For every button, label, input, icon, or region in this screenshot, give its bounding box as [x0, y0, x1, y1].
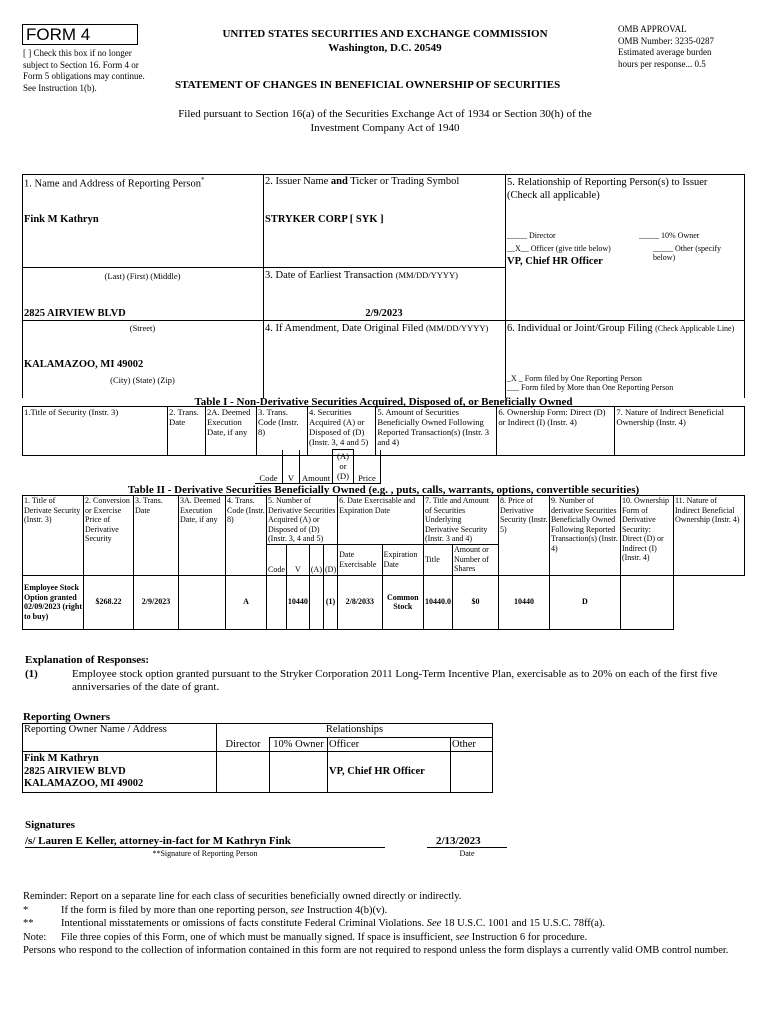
- table2-title: Table II - Derivative Securities Beneficially Owned (e.g. , puts, calls, warrants, options, convertible securities): [127, 484, 640, 496]
- t2-row-date: 2/9/2023: [134, 575, 179, 629]
- t2-col-code: 4. Trans. Code (Instr. 8): [226, 496, 267, 576]
- city-label: (City) (State) (Zip): [110, 375, 175, 385]
- date-label: Date: [459, 849, 475, 858]
- box6-label: 6. Individual or Joint/Group Filing (Check Applicable Line): [507, 323, 735, 334]
- explanation-text1: Employee stock option granted pursuant to the Stryker Corporation 2011 Long-Term Incentive Plan, exercisable as to 20% on each of the first five: [72, 668, 718, 680]
- t1-col-nature: 7. Nature of Indirect Beneficial Ownership (Instr. 4): [615, 407, 745, 456]
- officer-title: VP, Chief HR Officer: [507, 256, 603, 267]
- t1-sub-aord: (A) or (D): [333, 450, 354, 484]
- t2-row-under-title: Common Stock: [382, 575, 423, 629]
- t1-col-deemed: 2A. Deemed Execution Date, if any: [206, 407, 257, 456]
- ten-percent-owner-checkbox[interactable]: _____ 10% Owner: [639, 231, 700, 240]
- form-label: FORM 4: [26, 25, 91, 44]
- t2-sub-title: Title: [423, 544, 452, 575]
- signer-name: /s/ Lauren E Keller, attorney-in-fact for M Kathryn Fink: [25, 835, 291, 847]
- explanation-text2: anniversaries of the date of grant.: [72, 681, 220, 693]
- t2-sub-expiration: Expiration Date: [382, 544, 423, 575]
- filed-line1: Filed pursuant to Section 16(a) of the Securities Exchange Act of 1934 or Section 30(h) of the: [178, 108, 592, 120]
- t2-row-d: [309, 575, 323, 629]
- t2-col-price: 8. Price of Derivative Security (Instr. 5): [498, 496, 549, 576]
- reminder-persons: Persons who respond to the collection of information contained in this form are not required to respond unless the form displays a currently valid OMB control number.: [23, 945, 729, 956]
- table-row: [23, 752, 493, 793]
- owners-col-director: Director: [217, 737, 270, 752]
- t2-col-form: 10. Ownership Form of Derivative Security: Direct (D) or Indirect (I) (Instr. 4): [620, 496, 673, 576]
- reminder-line: Reminder: Report on a separate line for each class of securities beneficially owned directly or indirectly.: [23, 891, 462, 902]
- signature-date: 2/13/2023: [436, 835, 481, 847]
- t2-row-price: $268.22: [84, 575, 134, 629]
- commission-line2: Washington, D.C. 20549: [328, 42, 442, 54]
- t2-col-number: 5. Number of Derivative Securities Acquired (A) or Disposed of (D) (Instr. 3, 4 and 5): [267, 496, 338, 545]
- officer-checkbox[interactable]: __X__ Officer (give title below): [507, 244, 611, 253]
- city-value: KALAMAZOO, MI 49002: [24, 359, 144, 370]
- explanation-heading: Explanation of Responses:: [25, 654, 150, 666]
- box4-label: 4. If Amendment, Date Original Filed (MM/DD/YYYY): [265, 323, 489, 334]
- explanation-num: (1): [25, 668, 38, 680]
- commission-title: [190, 27, 580, 55]
- statement-title: STATEMENT OF CHANGES IN BENEFICIAL OWNERSHIP OF SECURITIES: [175, 79, 561, 91]
- table1-subheader: [255, 449, 381, 484]
- t2-col-owned: 9. Number of derivative Securities Beneficially Owned Following Reported Transaction(s) (Instr. 4): [549, 496, 620, 576]
- signatures-heading: Signatures: [25, 819, 75, 831]
- director-checkbox[interactable]: _____ Director: [507, 231, 556, 240]
- t2-col-deemed: 3A. Deemed Execution Date, if any: [179, 496, 226, 576]
- t1-col-code: 3. Trans. Code (Instr. 8): [257, 407, 308, 456]
- t1-sub-v: V: [283, 450, 300, 484]
- t1-sub-amount: Amount: [300, 450, 333, 484]
- t1-col-date: 2. Trans. Date: [168, 407, 206, 456]
- top-boxes: [22, 174, 745, 398]
- omb-number: OMB Number: 3235-0287: [618, 35, 714, 46]
- name-parts-label: (Last) (First) (Middle): [104, 271, 181, 281]
- check-box-text: [ ] Check this box if no longer subject to Section 16. Form 4 or Form 5 obligations may continue. See Instruction 1(b).: [23, 48, 145, 93]
- reminder-star2: **: [23, 918, 34, 929]
- form-more-persons[interactable]: ___ Form filed by More than One Reporting Person: [507, 383, 674, 392]
- filed-pursuant: [130, 108, 640, 135]
- issuer-name: STRYKER CORP [ SYK ]: [265, 214, 384, 225]
- t2-row-nature: [620, 575, 673, 629]
- t2-sub-code: Code: [267, 544, 287, 575]
- t2-row-form: D: [549, 575, 620, 629]
- omb-block: [618, 24, 768, 70]
- box5-label: 5. Relationship of Reporting Person(s) to Issuer (Check all applicable): [507, 177, 708, 201]
- owners-col-relationships: Relationships: [217, 724, 493, 738]
- explanation-text: [72, 668, 762, 694]
- street-label: (Street): [129, 323, 156, 333]
- table-row: [23, 575, 745, 629]
- t2-row-owned: 10440: [498, 575, 549, 629]
- t2-row-code: A: [226, 575, 267, 629]
- filed-line2: Investment Company Act of 1940: [310, 121, 460, 134]
- owners-col-officer: Officer: [328, 737, 451, 752]
- t2-col-conversion: 2. Conversion or Exercise Price of Derivative Security: [84, 496, 134, 576]
- reminder-block: Reminder: Report on a separate line for each class of securities beneficially owned directly or indirectly. * If the form is filed by more than one reporting person, see Instruction 4(b)(v). ** Intentional misstatements or omissions of facts constitute Federal Criminal Violations. See 18 U.S.C. 1001 and 15 U.S.C. 78ff(a). Note: File three copies of this Form, one of which must be manually signed. If space is insufficient, see Instruction 6 for procedure. Persons who respond to the collection of information contained in this form are not required to respond unless the form displays a currently valid OMB control number.: [23, 890, 753, 958]
- t2-sub-v: V: [286, 544, 309, 575]
- table1-title: Table I - Non-Derivative Securities Acquired, Disposed of, or Beneficially Owned: [194, 396, 573, 408]
- t2-row-deriv-price: $0: [452, 575, 498, 629]
- owners-heading: Reporting Owners: [23, 711, 111, 723]
- t1-sub-price: Price: [354, 450, 381, 484]
- earliest-transaction-date: 2/9/2023: [365, 308, 403, 319]
- date-line: [427, 847, 507, 848]
- owners-table: [22, 723, 493, 793]
- commission-line1: UNITED STATES SECURITIES AND EXCHANGE COMMISSION: [222, 28, 548, 40]
- t1-col-acquired: 4. Securities Acquired (A) or Disposed of (D) (Instr. 3, 4 and 5): [308, 407, 376, 455]
- table2: [22, 495, 745, 630]
- t2-sub-exercisable: Date Exercisable: [338, 544, 382, 575]
- t2-sub-a: (A): [309, 544, 323, 575]
- t2-col-underlying: 7. Title and Amount of Securities Underlying Derivative Security (Instr. 3 and 4): [423, 496, 498, 545]
- t2-row-exercisable: (1): [324, 575, 338, 629]
- t2-col-title: 1. Title of Derivate Security (Instr. 3): [23, 496, 84, 576]
- owners-row-name: Fink M Kathryn 2825 AIRVIEW BLVD KALAMAZOO, MI 49002: [23, 752, 217, 793]
- owners-col-name: Reporting Owner Name / Address: [23, 724, 217, 752]
- t1-col-title: 1.Title of Security (Instr. 3): [23, 407, 168, 456]
- form-one-person[interactable]: _X _ Form filed by One Reporting Person: [507, 374, 642, 383]
- box2-label: 2. Issuer Name and Ticker or Trading Symbol: [265, 176, 460, 187]
- t2-sub-d: (D): [324, 544, 338, 575]
- box1-star: *: [201, 176, 205, 184]
- other-checkbox[interactable]: _____ Other (specify below): [653, 244, 721, 262]
- box3-label: 3. Date of Earliest Transaction (MM/DD/YYYY): [265, 270, 458, 281]
- owners-col-other: Other: [451, 737, 493, 752]
- t2-row-v: [267, 575, 287, 629]
- omb-approval: OMB APPROVAL: [618, 24, 687, 34]
- t1-col-ownership: 6. Ownership Form: Direct (D) or Indirect (I) (Instr. 4): [497, 407, 615, 456]
- t2-sub-amount: Amount or Number of Shares: [452, 544, 498, 575]
- owners-col-ten: 10% Owner: [270, 737, 328, 752]
- t2-row-expiration: 2/8/2033: [338, 575, 382, 629]
- t2-col-exercisable: 6. Date Exercisable and Expiration Date: [338, 496, 424, 545]
- signature-line: [25, 847, 385, 848]
- box1-label: 1. Name and Address of Reporting Person*: [24, 176, 205, 190]
- t2-row-under-amount: 10440.0: [423, 575, 452, 629]
- t2-row-a: 10440: [286, 575, 309, 629]
- t2-row-title: Employee Stock Option granted 02/09/2023 (right to buy): [23, 575, 84, 629]
- street-value: 2825 AIRVIEW BLVD: [24, 308, 126, 319]
- t2-col-nature: 11. Nature of Indirect Beneficial Ownership (Instr. 4): [673, 496, 744, 576]
- table1: [22, 406, 745, 456]
- reminder-star: *: [23, 904, 29, 916]
- t2-col-date: 3. Trans. Date: [134, 496, 179, 576]
- omb-burden1: Estimated average burden: [618, 47, 712, 57]
- omb-burden2: hours per response... 0.5: [618, 58, 706, 69]
- reminder-note: Note:: [23, 931, 47, 943]
- t2-row-deemed: [179, 575, 226, 629]
- reporting-person-name: Fink M Kathryn: [24, 214, 99, 225]
- t1-col-amount: 5. Amount of Securities Beneficially Owned Following Reported Transaction(s) (Instr. 3 and 4): [376, 407, 497, 456]
- form-label-box: [22, 24, 138, 45]
- signature-label: **Signature of Reporting Person: [152, 849, 258, 858]
- owners-row-officer: VP, Chief HR Officer: [328, 752, 451, 793]
- t1-sub-code: Code: [255, 450, 283, 484]
